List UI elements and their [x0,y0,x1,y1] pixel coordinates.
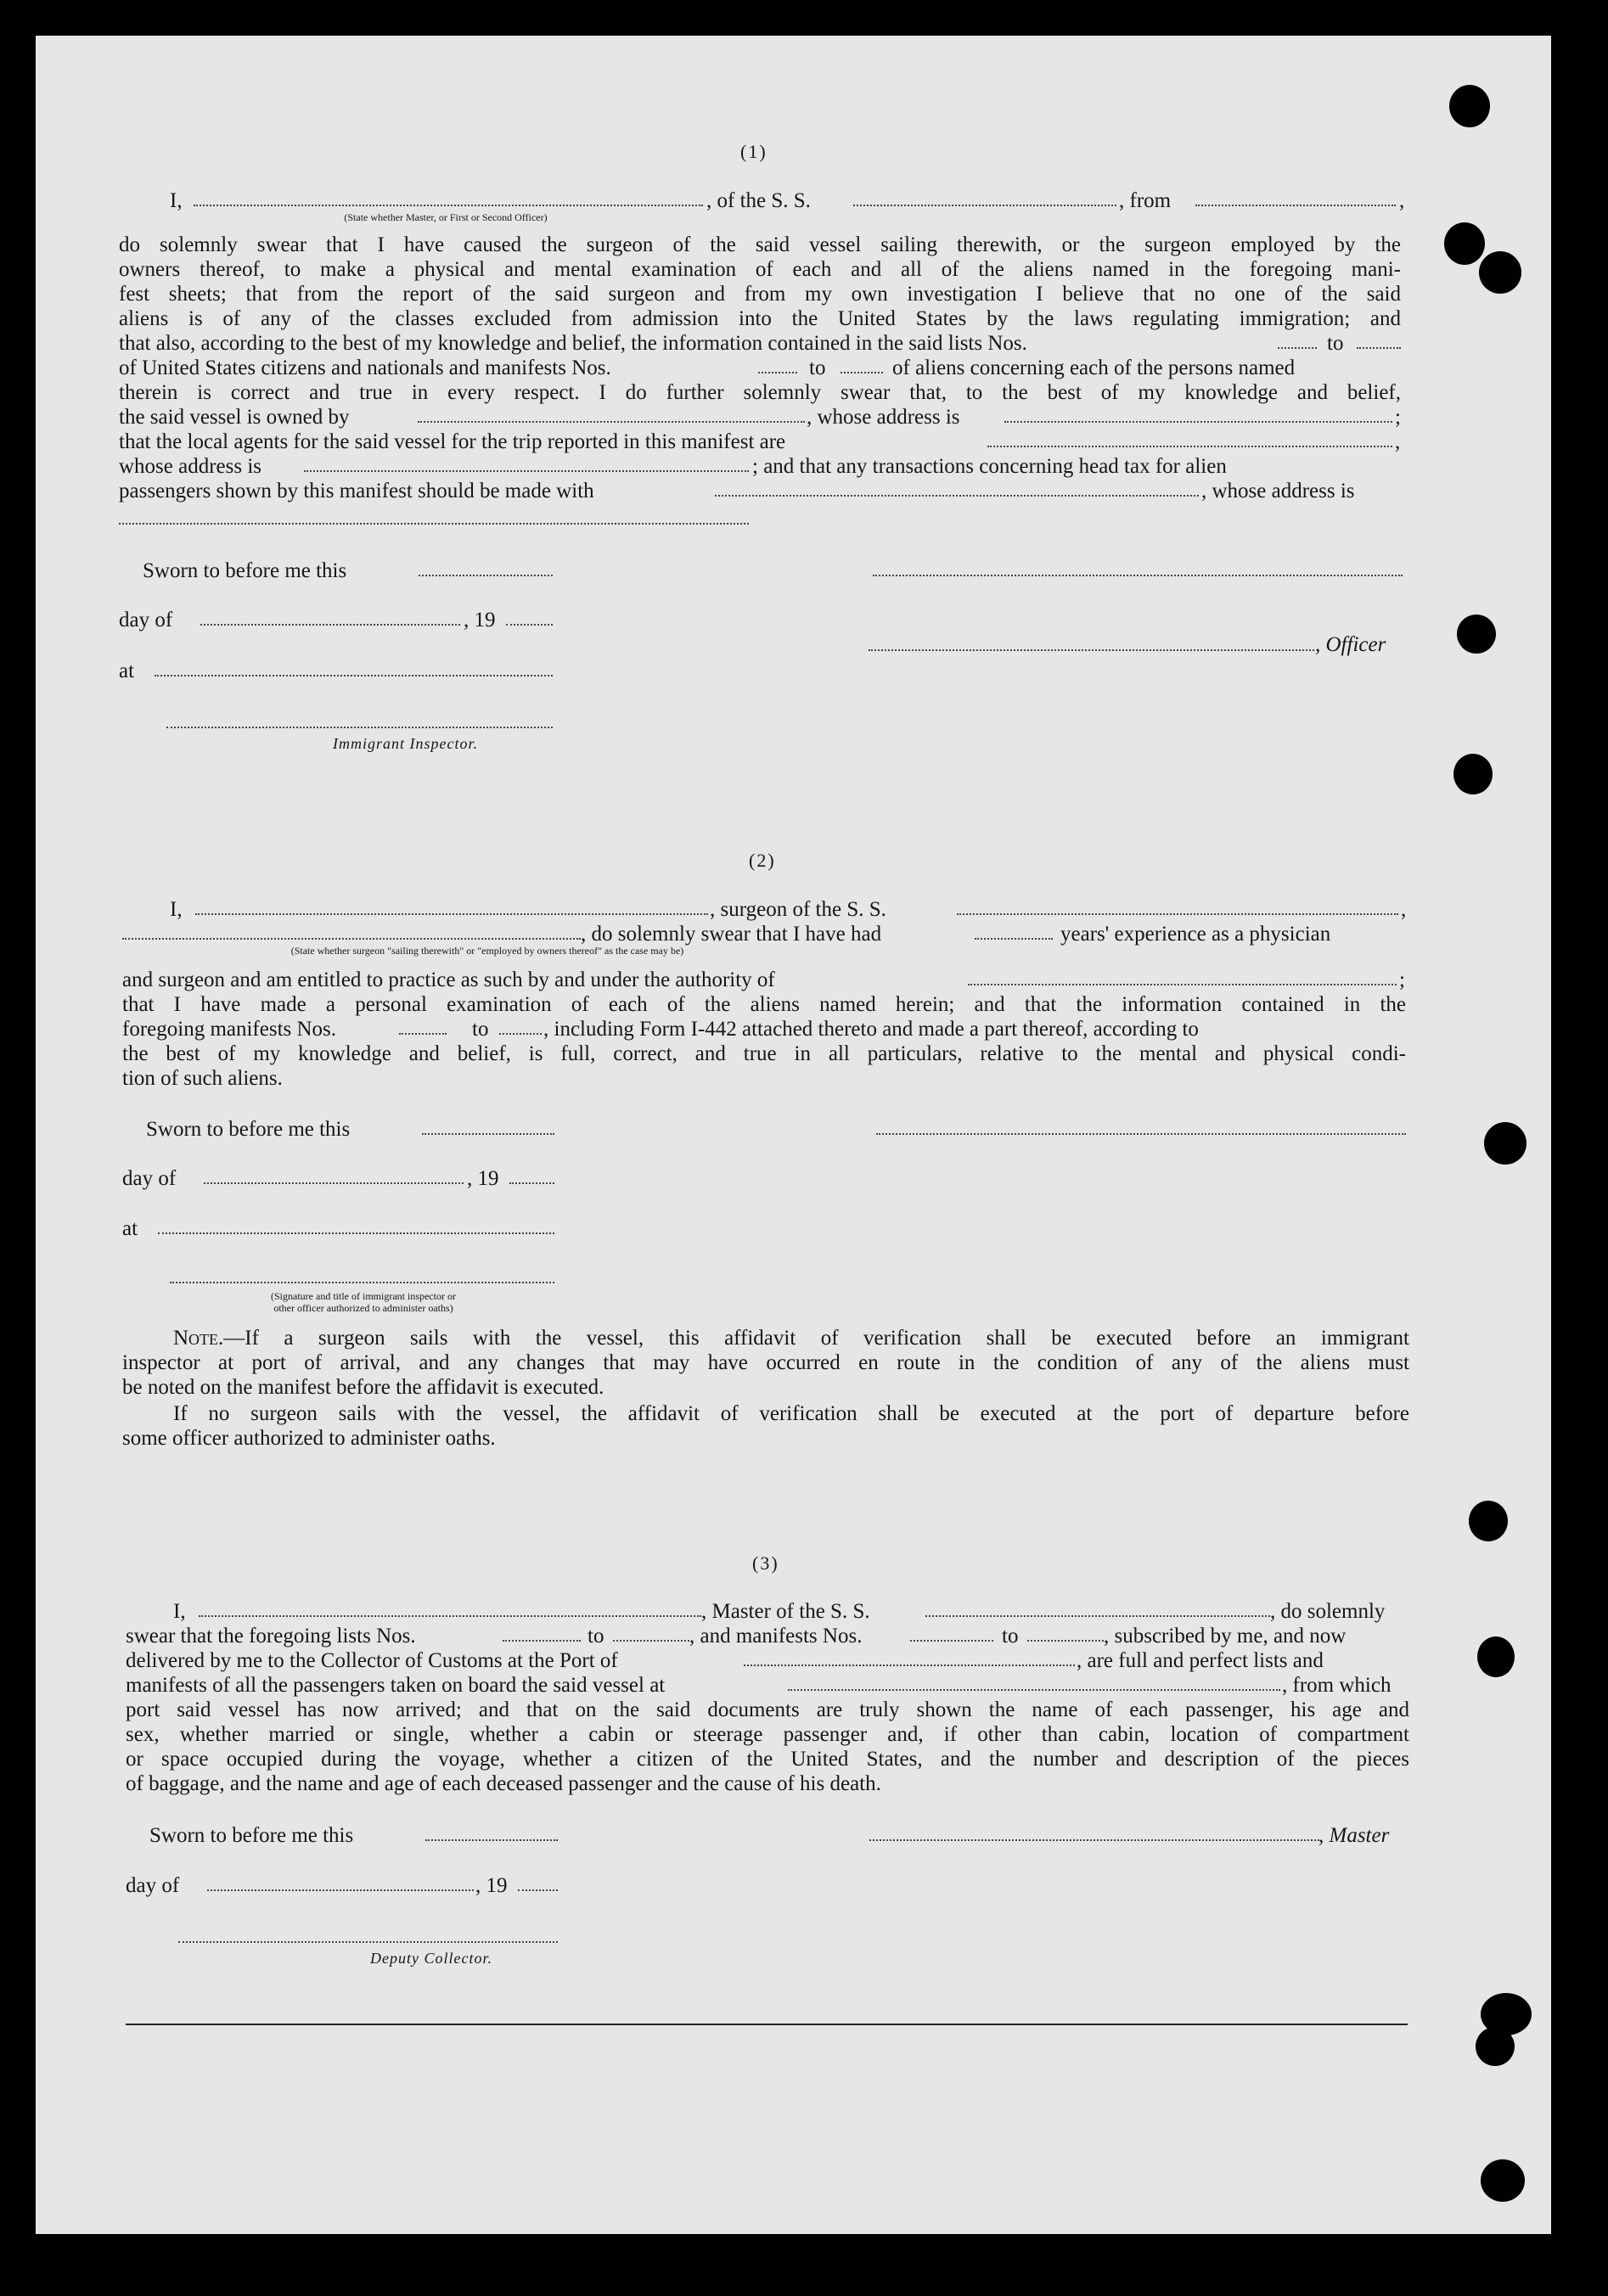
punch-hole-icon [1469,1501,1508,1541]
s2-body-line-7: tion of such aliens. [122,1067,283,1090]
s1-line8-address: , whose address is [807,406,960,429]
s2-signature-caption-2: other officer authorized to administer oaths) [273,1302,453,1314]
s1-lists-to-field[interactable] [1357,347,1401,349]
s3-vessel-name-field[interactable] [925,1615,1270,1617]
s3-line4-text: manifests of all the passengers taken on board the said vessel at [126,1674,666,1697]
s2-surgeon-note: (State whether surgeon "sailing therewith" or "employed by owners thereof" as the case may be) [290,945,684,957]
s3-sworn-label: Sworn to before me this [149,1824,354,1847]
s1-inspector-signature-field[interactable] [166,727,553,728]
s1-lists-from-field[interactable] [1278,347,1317,349]
s1-day-label: day of [119,609,173,632]
s2-year-label: , 19 [467,1167,499,1190]
punch-hole-icon [1479,251,1521,294]
s2-body-line-4: that I have made a personal examination of each of the aliens named herein; and that the information contained in the [122,993,1406,1016]
s3-line1-ss: , Master of the S. S. [701,1600,870,1623]
s1-line5-to: to [1327,332,1344,355]
s2-line3-semicolon: ; [1399,968,1405,991]
s2-year-field[interactable] [509,1182,554,1184]
s1-line8-semicolon: ; [1395,406,1401,429]
s3-port-field[interactable] [744,1664,1075,1666]
s1-inspector-label: Immigrant Inspector. [333,735,478,752]
bottom-rule [126,2024,1408,2025]
section-1-heading: (1) [740,141,767,162]
s3-master-name-field[interactable] [199,1615,701,1617]
s3-line1-i: I, [173,1600,186,1623]
s3-line2-to-2: to [1002,1625,1019,1648]
punch-hole-icon [1444,222,1485,265]
s2-line2-text: , do solemnly swear that I have had [581,923,882,946]
s2-month-field[interactable] [204,1182,464,1184]
punch-hole-icon [1476,2027,1515,2066]
s1-owner-address-field[interactable] [1004,421,1392,423]
s2-years-field[interactable] [975,938,1053,940]
s2-note-label: Note. [173,1327,224,1350]
s1-line6-text: of United States citizens and nationals and manifests Nos. [119,356,611,379]
s1-line1-comma: , [1399,189,1405,212]
s1-body-line-2: owners thereof, to make a physical and mental examination of each and all of the aliens named in the foregoing mani- [119,258,1401,281]
s1-body-line-1: do solemnly swear that I have caused the surgeon of the said vessel sailing therewith, or the surgeon employed by the [119,233,1401,256]
s3-manifests-to-field[interactable] [1027,1640,1104,1642]
s2-line2-tail: years' experience as a physician [1060,923,1331,946]
s1-signature-field[interactable] [873,575,1403,576]
section-3-heading: (3) [752,1552,779,1574]
s2-line1-comma: , [1401,898,1407,921]
s1-line10-tail: ; and that any transactions concerning head tax for alien [752,455,1227,478]
s2-note-line-1 [173,1326,1409,1350]
s3-lists-to-field[interactable] [613,1640,689,1642]
s2-note-line-4: If no surgeon sails with the vessel, the affidavit of verification shall be executed at the port of departure before [173,1402,1409,1425]
s1-at-field[interactable] [155,675,553,676]
s2-inspector-signature-field[interactable] [170,1282,554,1283]
s1-line1-ss: , of the S. S. [706,189,811,212]
s3-day-label: day of [126,1874,180,1897]
punch-hole-icon [1484,1122,1526,1165]
s3-line3-text: delivered by me to the Collector of Customs at the Port of [126,1649,618,1672]
s1-agents-field[interactable] [987,446,1392,447]
s2-note-line-2: inspector at port of arrival, and any changes that may have occurred en route in the condition of any of the aliens must [122,1351,1409,1374]
s2-authority-field[interactable] [968,984,1397,985]
s1-from-port-field[interactable] [1195,205,1396,206]
s3-body-line-3: or space occupied during the voyage, whether a citizen of the United States, and the number and description of the pieces [126,1748,1409,1771]
s3-line4-tail: , from which [1282,1674,1392,1697]
punch-hole-icon [1449,85,1490,127]
s1-sworn-label: Sworn to before me this [143,559,347,582]
punch-hole-icon [1477,1636,1515,1677]
s1-line10-address: whose address is [119,455,262,478]
s2-line5-text: foregoing manifests Nos. [122,1018,337,1041]
s3-collector-signature-field[interactable] [178,1941,558,1943]
s1-year-label: , 19 [464,609,496,632]
s2-sworn-day-field[interactable] [422,1133,554,1135]
s1-at-label: at [119,660,135,682]
s2-at-field[interactable] [158,1232,554,1234]
s2-line5-tail: , including Form I-442 attached thereto and made a part thereof, according to [543,1018,1199,1041]
s2-note-line-5: some officer authorized to administer oaths. [122,1427,496,1450]
punch-hole-icon [1457,615,1496,654]
s3-line2-text: swear that the foregoing lists Nos. [126,1625,416,1648]
s1-officer-label: , Officer [1315,633,1386,656]
s3-lists-from-field[interactable] [503,1640,581,1642]
s2-signature-field[interactable] [876,1133,1406,1135]
s1-line6-tail: of aliens concerning each of the persons named [892,356,1296,379]
s1-body-line-7: therein is correct and true in every respect. I do further solemnly swear that, to the best of my knowledge and belief, [119,381,1401,404]
s1-officer-signature-field[interactable] [869,649,1314,651]
s2-line3-text: and surgeon and am entitled to practice as such by and under the authority of [122,968,775,991]
s2-note-text-1: —If a surgeon sails with the vessel, this affidavit of verification shall be executed before an immigrant [223,1327,1409,1350]
s3-body-line-1: port said vessel has now arrived; and that on the said documents are truly shown the name of each passenger, his age and [126,1698,1409,1721]
s3-collector-label: Deputy Collector. [370,1950,492,1967]
s3-master-label: , Master [1318,1824,1390,1847]
s1-head-tax-party-field[interactable] [715,495,1199,497]
s1-line5-text: that also, according to the best of my knowledge and belief, the information contained in the said lists Nos. [119,332,1027,355]
s3-manifests-from-field[interactable] [910,1640,993,1642]
s3-year-label: , 19 [475,1874,508,1897]
s3-month-field[interactable] [207,1889,474,1891]
s1-line1-i: I, [170,189,183,212]
s1-manifests-from-field[interactable] [758,372,797,373]
s3-line1-tail: , do solemnly [1270,1600,1386,1623]
s1-manifests-to-field[interactable] [841,372,883,373]
s3-line2-manifests: , and manifests Nos. [689,1625,863,1648]
s1-sworn-day-field[interactable] [419,575,553,576]
s3-line2-to: to [588,1625,604,1648]
s3-master-signature-field[interactable] [869,1839,1319,1841]
s2-at-label: at [122,1217,138,1240]
s2-vessel-name-field[interactable] [957,913,1398,915]
s2-signature-caption-1: (Signature and title of immigrant inspector or [271,1290,456,1302]
s1-line9-comma: , [1395,430,1401,453]
s1-year-field[interactable] [506,624,553,626]
s1-body-line-4: aliens is of any of the classes excluded from admission into the United States by the laws regulating immigration; and [119,307,1401,330]
s1-line6-to: to [809,356,826,379]
s2-manifests-to-field[interactable] [499,1033,542,1035]
s3-body-line-4: of baggage, and the name and age of each deceased passenger and the cause of his death. [126,1772,881,1795]
s1-body-line-3: fest sheets; that from the report of the said surgeon and from my own investigation I believe that no one of the said [119,283,1401,306]
s1-line1-from: , from [1119,189,1172,212]
s2-manifests-from-field[interactable] [399,1033,447,1035]
s1-head-tax-address-field[interactable] [119,523,749,525]
s1-agents-address-field[interactable] [304,470,749,472]
s1-officer-note: (State whether Master, or First or Second Officer) [344,211,548,223]
punch-hole-icon [1481,2159,1525,2202]
s1-line11-text: passengers shown by this manifest should be made with [119,480,594,502]
s1-vessel-name-field[interactable] [853,205,1116,206]
s2-surgeon-name-field[interactable] [195,913,708,915]
s3-line2-tail: , subscribed by me, and now [1104,1625,1347,1648]
s1-line8-owned: the said vessel is owned by [119,406,350,429]
s2-surgeon-status-field[interactable] [122,938,581,940]
s1-officer-name-field[interactable] [194,205,703,206]
s2-sworn-label: Sworn to before me this [146,1118,351,1141]
s1-month-field[interactable] [200,624,460,626]
s2-body-line-6: the best of my knowledge and belief, is full, correct, and true in all particulars, relative to the mental and physical condi- [122,1042,1406,1065]
s2-note-line-3: be noted on the manifest before the affidavit is executed. [122,1376,604,1399]
s3-embark-port-field[interactable] [788,1689,1280,1691]
s2-line5-to: to [472,1018,489,1041]
s2-day-label: day of [122,1167,177,1190]
s1-line11-address: , whose address is [1201,480,1355,502]
section-2-heading: (2) [749,850,776,871]
s1-owner-field[interactable] [418,421,805,423]
s3-line3-tail: , are full and perfect lists and [1077,1649,1324,1672]
punch-hole-icon [1453,754,1493,794]
s3-body-line-2: sex, whether married or single, whether a cabin or steerage passenger and, if other than cabin, location of compartment [126,1723,1409,1746]
s2-line1-ss: , surgeon of the S. S. [710,898,886,921]
s1-line9-agents: that the local agents for the said vessel for the trip reported in this manifest are [119,430,786,453]
s2-line1-i: I, [170,898,183,921]
s3-year-field[interactable] [518,1889,558,1891]
s3-sworn-day-field[interactable] [425,1839,558,1841]
